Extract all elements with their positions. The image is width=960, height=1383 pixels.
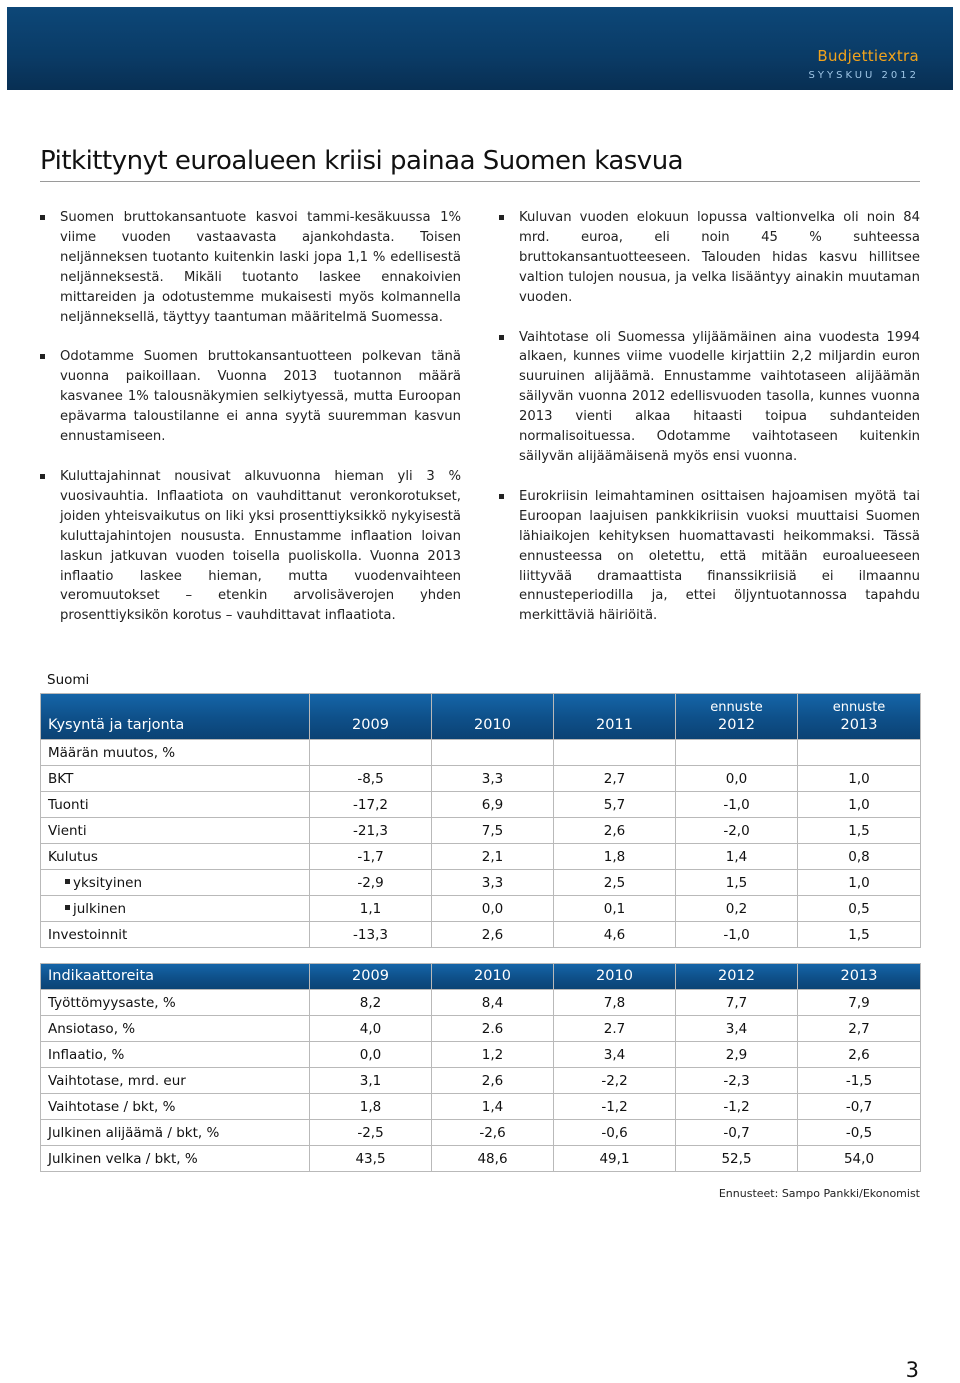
row-label: Investoinnit (41, 922, 310, 948)
bullet-icon (499, 215, 504, 220)
table-cell: 0,2 (676, 896, 798, 922)
bullet-icon (499, 335, 504, 340)
table-header-row (41, 964, 921, 990)
table-cell: 0,8 (798, 844, 921, 870)
row-label: Vienti (41, 818, 310, 844)
table-row (41, 792, 921, 818)
bullet-icon (40, 215, 45, 220)
table-header-label: Kysyntä ja tarjonta (41, 694, 310, 740)
table-cell: -1,2 (554, 1094, 676, 1120)
table-cell: 3,3 (432, 766, 554, 792)
page-number: 3 (905, 1358, 919, 1382)
table-cell: 1,5 (798, 818, 921, 844)
table-cell: 2,6 (554, 818, 676, 844)
table-row (41, 766, 921, 792)
source-note: Ennusteet: Sampo Pankki/Ekonomist (718, 1187, 920, 1200)
paragraph (499, 487, 920, 626)
table-cell: 6,9 (432, 792, 554, 818)
row-label: Työttömyysaste, % (41, 990, 310, 1016)
paragraph (40, 467, 461, 626)
column-header: 2013 (798, 964, 921, 990)
table-row (41, 844, 921, 870)
paragraph (499, 208, 920, 308)
table-cell: 2,1 (432, 844, 554, 870)
table-cell: 3,3 (432, 870, 554, 896)
table-row (41, 870, 921, 896)
column-header: 2009 (310, 694, 432, 740)
paragraph-text: Eurokriisin leimahtaminen osittaisen hajoamisen myötä tai Euroopan laajuisen pankkikriisin vuoksi muuttaisi Suomen lähiaikojen kehityksen huomattavasti heikommaksi. Tässä ennusteessa on oletettu, että mitään euroalueeseen liittyvää dramaattista finanssikriisiä ei ilmaannu ennusteperiodilla ja, ettei öljyntuotannossa tapahdu merkittäviä häiriöitä. (519, 488, 920, 624)
table-cell: -0,7 (798, 1094, 921, 1120)
table-row (41, 1068, 921, 1094)
column-header: 2010 (432, 694, 554, 740)
row-label: Julkinen alijäämä / bkt, % (41, 1120, 310, 1146)
table-cell: 1,0 (798, 766, 921, 792)
row-label: Määrän muutos, % (41, 740, 310, 766)
indicators-table (40, 963, 921, 1172)
paragraph-text: Suomen bruttokansantuote kasvoi tammi-kesäkuussa 1% viime vuoden vastaavasta ajankohdasta. Toisen neljänneksen tuotanto kuitenkin laski jopa 1,1 % edellisestä neljänneksestä. Mikäli tuotanto laskee ennakoivien mittareiden ja odotustemme mukaisesti myös kolmannella neljänneksellä, täyttyy taantuman määritelmä Suomessa. (60, 210, 461, 325)
table-cell: 0,0 (676, 766, 798, 792)
table-cell: 48,6 (432, 1146, 554, 1172)
table-cell: -2,6 (432, 1120, 554, 1146)
table-cell: 49,1 (554, 1146, 676, 1172)
right-column (499, 208, 920, 646)
column-header: 2011 (554, 694, 676, 740)
table-cell: 2,6 (798, 1042, 921, 1068)
table-cell: 7,8 (554, 990, 676, 1016)
table-cell: 1,8 (310, 1094, 432, 1120)
bullet-icon (40, 354, 45, 359)
table-cell: 2,6 (432, 1068, 554, 1094)
table-cell: 0,0 (432, 896, 554, 922)
table-cell: 2,7 (554, 766, 676, 792)
table-cell: 0,1 (554, 896, 676, 922)
page-title: Pitkittynyt euroalueen kriisi painaa Suomen kasvua (40, 146, 684, 176)
table-cell: -1,0 (676, 792, 798, 818)
table-cell: 8,2 (310, 990, 432, 1016)
table-cell: 4,0 (310, 1016, 432, 1042)
table-row (41, 1120, 921, 1146)
table-cell: -1,0 (676, 922, 798, 948)
row-label: Vaihtotase, mrd. eur (41, 1068, 310, 1094)
table-cell: 4,6 (554, 922, 676, 948)
paragraph-text: Vaihtotase oli Suomessa ylijäämäinen aina vuodesta 1994 alkaen, kunnes viime vuodelle kirjattiin 2,2 miljardin euron suuruinen alijäämä. Ennustamme vaihtotaseen alijäämän säilyvän vuonna 2012 edellisvuoden tasolla, kunnes vuonna 2013 vienti alkaa hitaasti toipua suhdanteiden normalisoituessa. Odotamme vaihtotaseen kuitenkin säilyvän alijäämäisenä myös ensi vuonna. (519, 329, 920, 464)
bullet-icon (40, 474, 45, 479)
table-row (41, 896, 921, 922)
row-label-sub: julkinen (41, 896, 310, 922)
table-cell: 1,5 (798, 922, 921, 948)
table-cell: -2,3 (676, 1068, 798, 1094)
left-column (40, 208, 461, 646)
table-cell: 3,1 (310, 1068, 432, 1094)
publication-date: SYYSKUU 2012 (808, 70, 919, 81)
header-banner (7, 7, 953, 90)
table-cell: 2,6 (432, 922, 554, 948)
table-cell: -13,3 (310, 922, 432, 948)
column-header: ennuste 2012 (676, 694, 798, 740)
column-header: 2009 (310, 964, 432, 990)
table-cell: 7,5 (432, 818, 554, 844)
row-label: Julkinen velka / bkt, % (41, 1146, 310, 1172)
table-cell: 2.7 (554, 1016, 676, 1042)
column-header: 2010 (432, 964, 554, 990)
column-header: ennuste 2013 (798, 694, 921, 740)
table-cell: 1,1 (310, 896, 432, 922)
table-cell: 1,8 (554, 844, 676, 870)
table-row (41, 1146, 921, 1172)
table-subheader-row (41, 740, 921, 766)
table-cell: -17,2 (310, 792, 432, 818)
table-cell: 1,0 (798, 792, 921, 818)
row-label: BKT (41, 766, 310, 792)
bullet-icon (65, 905, 70, 910)
row-label: Inflaatio, % (41, 1042, 310, 1068)
table-cell: -0,7 (676, 1120, 798, 1146)
table-row (41, 818, 921, 844)
table-cell: 3,4 (676, 1016, 798, 1042)
table-cell: -1,5 (798, 1068, 921, 1094)
table-header-row (41, 694, 921, 740)
demand-supply-table (40, 693, 921, 948)
row-label: Vaihtotase / bkt, % (41, 1094, 310, 1120)
table-cell: 2,9 (676, 1042, 798, 1068)
table-cell: 1,4 (432, 1094, 554, 1120)
paragraph-text: Odotamme Suomen bruttokansantuotteen polkevan tänä vuonna paikoillaan. Vuonna 2013 tuotannon määrä kasvanee 1% talousnäkymien selkiytyessä, mutta Euroopan epävarma taloustilanne ei anna syytä suuremman kasvun ennustamiseen. (60, 349, 461, 445)
table-cell: 3,4 (554, 1042, 676, 1068)
table-cell: -2,0 (676, 818, 798, 844)
table-cell: -1,7 (310, 844, 432, 870)
table-cell: -0,6 (554, 1120, 676, 1146)
table-cell: 54,0 (798, 1146, 921, 1172)
table-cell: -2,9 (310, 870, 432, 896)
paragraph-text: Kuluttajahinnat nousivat alkuvuonna hieman yli 3 % vuosivauhtia. Inflaatiota on vauhdittanut veronkorotukset, joiden yhteisvaikutus on liki yksi prosenttiyksikkö nykyisestä kuluttajahintojen noususta. Ennustamme inflaation loivan laskun jatkuvan vuoden toisella puoliskolla. Vuonna 2013 inflaatio laskee hieman, mutta vuodenvaihteen veromuutokset – etenkin arvolisäverojen yhden prosenttiyksikön korotus – vauhdittavat inflaatiota. (60, 468, 461, 624)
table-row (41, 1016, 921, 1042)
table-cell: 43,5 (310, 1146, 432, 1172)
paragraph (499, 328, 920, 467)
table-cell: 2.6 (432, 1016, 554, 1042)
table-cell: 5,7 (554, 792, 676, 818)
row-label: Kulutus (41, 844, 310, 870)
table-cell: 52,5 (676, 1146, 798, 1172)
table-cell: -1,2 (676, 1094, 798, 1120)
table-row (41, 1042, 921, 1068)
table-cell: 1,2 (432, 1042, 554, 1068)
column-header: 2010 (554, 964, 676, 990)
table-cell: 7,7 (676, 990, 798, 1016)
table-cell: -2,5 (310, 1120, 432, 1146)
table-section-label: Suomi (47, 672, 90, 688)
row-label: Ansiotaso, % (41, 1016, 310, 1042)
table-row (41, 990, 921, 1016)
table-cell: 1,5 (676, 870, 798, 896)
paragraph (40, 347, 461, 447)
table-cell: 2,5 (554, 870, 676, 896)
paragraph-text: Kuluvan vuoden elokuun lopussa valtionvelka oli noin 84 mrd. euroa, eli noin 45 % suhteessa bruttokansantuotteeseen. Talouden hidas kasvu hillitsee valtion tulojen nousua, ja velka lisääntyy ainakin muutaman vuoden. (519, 210, 920, 305)
table-cell: -0,5 (798, 1120, 921, 1146)
bullet-icon (499, 494, 504, 499)
row-label: Tuonti (41, 792, 310, 818)
table-cell: 2,7 (798, 1016, 921, 1042)
table-header-label: Indikaattoreita (41, 964, 310, 990)
table-cell: 7,9 (798, 990, 921, 1016)
table-row (41, 1094, 921, 1120)
bullet-icon (65, 879, 70, 884)
table-cell: 0,5 (798, 896, 921, 922)
table-row (41, 922, 921, 948)
table-cell: -8,5 (310, 766, 432, 792)
table-cell: -2,2 (554, 1068, 676, 1094)
title-divider (40, 181, 920, 182)
table-cell: 1,0 (798, 870, 921, 896)
table-cell: 0,0 (310, 1042, 432, 1068)
row-label-sub: yksityinen (41, 870, 310, 896)
column-header: 2012 (676, 964, 798, 990)
table-cell: 8,4 (432, 990, 554, 1016)
publication-name: Budjettiextra (817, 47, 919, 65)
paragraph (40, 208, 461, 327)
table-cell: 1,4 (676, 844, 798, 870)
table-cell: -21,3 (310, 818, 432, 844)
